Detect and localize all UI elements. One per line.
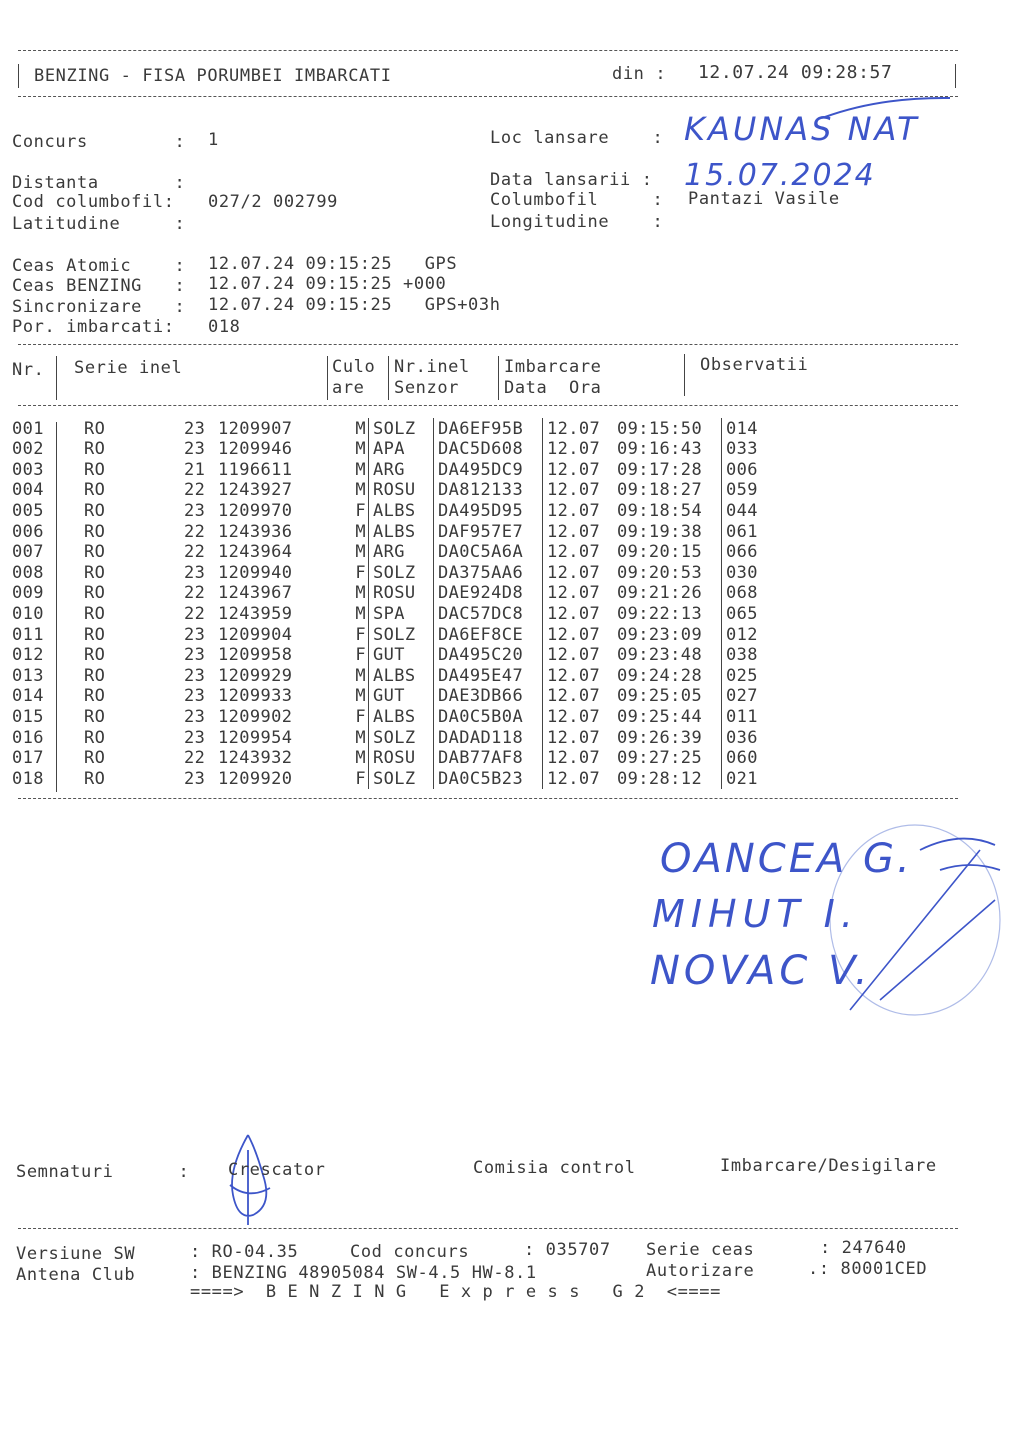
row-observatii: 036 [722,727,787,748]
table-row [12,439,786,460]
row-nr: 004 [12,480,44,501]
row-year: 23 [184,439,206,460]
por-imbarcati-label: Por. imbarcati: [12,317,175,337]
row-country: RO [84,686,106,707]
table-row [12,624,786,645]
header-left-bar [18,64,19,88]
row-ring-number: 1243967 [218,583,293,604]
row-year: 22 [184,542,206,563]
row-ring-number: 1209904 [218,624,293,645]
row-time: 09:18:54 [617,500,703,521]
row-sensor: DA6EF8CE [434,624,543,645]
row-color: ROSU [369,583,434,604]
row-sex: F [355,500,366,521]
col-header-imbarcare-1: Imbarcare [504,357,602,377]
row-sex: M [355,439,366,460]
row-date: 12.07 [543,439,618,460]
row-year: 22 [184,521,206,542]
row-sensor: DA495E47 [434,665,543,686]
row-country: RO [84,418,106,439]
table-row [12,480,786,501]
row-nr: 014 [12,686,44,707]
crescator-label: Crescator [228,1160,326,1180]
print-date-label: din : [612,64,667,84]
row-ring-number: 1243936 [218,521,293,542]
row-date: 12.07 [543,686,618,707]
row-sensor: DAC57DC8 [434,603,543,624]
row-color: SPA [369,603,434,624]
row-date: 12.07 [543,645,618,666]
row-year: 23 [184,418,206,439]
row-observatii: 006 [722,459,787,480]
row-year: 22 [184,583,206,604]
row-sensor: DA495D95 [434,500,543,521]
row-time: 09:26:39 [617,727,703,748]
row-time: 09:16:43 [617,439,703,460]
versiune-value: : RO-04.35 [190,1242,299,1262]
table-row [12,645,786,666]
row-country: RO [84,583,106,604]
row-color: SOLZ [369,418,434,439]
row-year: 23 [184,665,206,686]
cod-concurs-label: Cod concurs [350,1242,470,1262]
row-ring-number: 1243959 [218,603,293,624]
row-date: 12.07 [543,748,618,769]
row-color: ALBS [369,500,434,521]
row-color: SOLZ [369,768,434,789]
autorizare-value: .: 80001CED [808,1259,928,1279]
loc-lansare-handwritten: KAUNAS NAT [684,110,920,148]
row-observatii: 061 [722,521,787,542]
document-title: BENZING - FISA PORUMBEI IMBARCATI [34,66,392,86]
col-divider-nr [56,356,57,400]
col-divider-senzor [388,356,389,400]
row-date: 12.07 [543,562,618,583]
row-observatii: 065 [722,603,787,624]
row-nr: 002 [12,439,44,460]
row-time: 09:20:53 [617,562,703,583]
row-time: 09:22:13 [617,603,703,624]
table-bottom-rule [18,798,958,799]
row-time: 09:28:12 [617,768,703,789]
row-ring-number: 1209970 [218,500,293,521]
col-header-nr: Nr. [12,360,45,380]
row-sex: M [355,418,366,439]
table-row [12,583,786,604]
row-time: 09:23:48 [617,645,703,666]
row-nr: 013 [12,665,44,686]
header-top-rule [18,50,958,51]
row-ring-number: 1209902 [218,706,293,727]
table-row [12,542,786,563]
row-nr: 007 [12,542,44,563]
row-nr: 001 [12,418,44,439]
row-sensor: DA495C20 [434,645,543,666]
row-sex: M [355,665,366,686]
row-sex: F [355,768,366,789]
row-observatii: 011 [722,706,787,727]
row-sex: M [355,583,366,604]
row-color: GUT [369,645,434,666]
row-observatii: 044 [722,500,787,521]
row-country: RO [84,459,106,480]
handwritten-name-2: MIHUT I. [652,892,859,936]
por-imbarcati-value: 018 [208,317,241,337]
row-observatii: 060 [722,748,787,769]
table-top-rule [18,344,958,345]
row-color: SOLZ [369,562,434,583]
row-ring-number: 1209946 [218,439,293,460]
row-time: 09:25:44 [617,706,703,727]
row-nr: 017 [12,748,44,769]
row-nr: 012 [12,645,44,666]
cod-concurs-value: : 035707 [524,1240,611,1260]
row-observatii: 038 [722,645,787,666]
table-row [12,418,786,439]
sincronizare-value: 12.07.24 09:15:25 GPS+03h [208,295,501,315]
table-row [12,459,786,480]
row-color: SOLZ [369,727,434,748]
ceas-atomic-label: Ceas Atomic : [12,256,186,276]
row-year: 22 [184,480,206,501]
row-nr: 003 [12,459,44,480]
row-sex: M [355,603,366,624]
row-color: SOLZ [369,624,434,645]
row-country: RO [84,645,106,666]
row-sensor: DAE3DB66 [434,686,543,707]
distanta-label: Distanta : [12,173,186,193]
row-country: RO [84,439,106,460]
concurs-label: Concurs : [12,132,186,152]
row-sensor: DA0C5B23 [434,768,543,789]
row-country: RO [84,768,106,789]
row-nr: 010 [12,603,44,624]
header-right-bar [955,64,956,88]
row-ring-number: 1243932 [218,748,293,769]
row-country: RO [84,727,106,748]
row-date: 12.07 [543,706,618,727]
row-date: 12.07 [543,768,618,789]
row-country: RO [84,521,106,542]
row-sex: F [355,562,366,583]
row-sensor: DA6EF95B [434,418,543,439]
table-row [12,686,786,707]
concurs-value: 1 [208,130,219,150]
row-time: 09:17:28 [617,459,703,480]
row-color: ROSU [369,480,434,501]
row-sensor: DAC5D608 [434,439,543,460]
row-nr: 008 [12,562,44,583]
table-row [12,768,786,789]
row-sensor: DA375AA6 [434,562,543,583]
row-color: ARG [369,542,434,563]
comisia-control-label: Comisia control [473,1158,636,1178]
col-header-observatii: Observatii [700,355,809,375]
row-time: 09:19:38 [617,521,703,542]
row-year: 23 [184,500,206,521]
row-year: 23 [184,624,206,645]
handwritten-name-1: OANCEA G. [660,836,913,882]
row-sensor: DA812133 [434,480,543,501]
row-country: RO [84,562,106,583]
row-ring-number: 1196611 [218,459,293,480]
row-year: 23 [184,645,206,666]
signature-scribble-icon [218,1130,278,1230]
footer-rule [18,1228,958,1229]
row-year: 22 [184,603,206,624]
row-country: RO [84,624,106,645]
row-country: RO [84,748,106,769]
row-sex: F [355,624,366,645]
row-sex: F [355,706,366,727]
row-sensor: DA495DC9 [434,459,543,480]
row-time: 09:20:15 [617,542,703,563]
row-sensor: DA0C5B0A [434,706,543,727]
sincronizare-label: Sincronizare : [12,297,186,317]
row-ring-number: 1209920 [218,768,293,789]
row-nr: 006 [12,521,44,542]
row-time: 09:18:27 [617,480,703,501]
row-observatii: 033 [722,439,787,460]
row-sensor: DAB77AF8 [434,748,543,769]
pigeon-table-body [12,418,786,789]
row-color: ROSU [369,748,434,769]
columbofil-label: Columbofil : [490,190,664,210]
row-nr: 016 [12,727,44,748]
row-nr: 015 [12,706,44,727]
row-date: 12.07 [543,727,618,748]
benzing-banner: ====> B E N Z I N G E x p r e s s G 2 <==== [190,1282,721,1302]
row-ring-number: 1209954 [218,727,293,748]
loc-lansare-label: Loc lansare : [490,128,664,148]
row-ring-number: 1243964 [218,542,293,563]
table-row [12,521,786,542]
table-row [12,562,786,583]
row-sex: M [355,480,366,501]
table-header-rule [18,405,958,406]
handwritten-flourish [820,92,960,122]
autorizare-label: Autorizare [646,1261,755,1281]
row-time: 09:15:50 [617,418,703,439]
longitudine-label: Longitudine : [490,212,664,232]
row-date: 12.07 [543,480,618,501]
col-divider-culo [327,356,328,400]
col-header-imbarcare-2: Data Ora [504,378,602,398]
col-header-nrinel-1: Nr.inel [394,357,470,377]
row-sensor: DAF957E7 [434,521,543,542]
row-observatii: 027 [722,686,787,707]
row-country: RO [84,500,106,521]
ceas-benzing-value: 12.07.24 09:15:25 +000 [208,274,447,294]
row-date: 12.07 [543,418,618,439]
table-row [12,665,786,686]
row-observatii: 021 [722,768,787,789]
table-row [12,500,786,521]
row-time: 09:25:05 [617,686,703,707]
table-row [12,748,786,769]
data-lansarii-label: Data lansarii : [490,170,653,190]
row-time: 09:27:25 [617,748,703,769]
data-lansarii-handwritten: 15.07.2024 [684,158,876,193]
row-sex: M [355,748,366,769]
row-ring-number: 1209907 [218,418,293,439]
row-sensor: DA0C5A6A [434,542,543,563]
col-header-culoare-1: Culo [332,357,376,377]
row-ring-number: 1209958 [218,645,293,666]
row-observatii: 059 [722,480,787,501]
row-ring-number: 1243927 [218,480,293,501]
row-sex: M [355,521,366,542]
semnaturi-label: Semnaturi : [16,1162,190,1182]
row-country: RO [84,542,106,563]
table-row [12,727,786,748]
handwritten-name-3: NOVAC V. [650,948,872,994]
row-country: RO [84,706,106,727]
row-year: 23 [184,727,206,748]
col-divider-obs [684,354,685,396]
row-observatii: 066 [722,542,787,563]
row-sensor: DADAD118 [434,727,543,748]
rows-divider-nr [56,422,57,792]
row-observatii: 014 [722,418,787,439]
row-date: 12.07 [543,665,618,686]
row-country: RO [84,480,106,501]
row-date: 12.07 [543,521,618,542]
row-sensor: DAE924D8 [434,583,543,604]
row-ring-number: 1209929 [218,665,293,686]
row-observatii: 068 [722,583,787,604]
cod-columbofil-label: Cod columbofil: [12,192,175,212]
row-time: 09:21:26 [617,583,703,604]
row-nr: 009 [12,583,44,604]
row-year: 21 [184,459,206,480]
row-color: ARG [369,459,434,480]
row-nr: 005 [12,500,44,521]
row-sex: F [355,645,366,666]
row-date: 12.07 [543,624,618,645]
versiune-label: Versiune SW [16,1244,136,1264]
row-sex: M [355,542,366,563]
row-color: APA [369,439,434,460]
ceas-atomic-value: 12.07.24 09:15:25 GPS [208,254,458,274]
row-country: RO [84,603,106,624]
col-divider-imbarcare [498,356,499,400]
row-year: 23 [184,686,206,707]
latitudine-label: Latitudine : [12,214,186,234]
row-ring-number: 1209940 [218,562,293,583]
print-date-value: 12.07.24 09:28:57 [698,62,893,83]
imbarcare-desigilare-label: Imbarcare/Desigilare [720,1156,937,1176]
row-nr: 011 [12,624,44,645]
serie-ceas-label: Serie ceas [646,1240,755,1260]
row-year: 23 [184,562,206,583]
row-date: 12.07 [543,603,618,624]
row-date: 12.07 [543,542,618,563]
row-observatii: 025 [722,665,787,686]
cod-columbofil-value: 027/2 002799 [208,192,339,212]
row-ring-number: 1209933 [218,686,293,707]
row-time: 09:23:09 [617,624,703,645]
col-header-culoare-2: are [332,378,365,398]
serie-ceas-value: : 247640 [820,1238,907,1258]
col-header-serie: Serie inel [74,358,183,378]
pigeon-table [12,418,786,789]
row-country: RO [84,665,106,686]
row-color: ALBS [369,706,434,727]
row-sex: M [355,727,366,748]
row-color: GUT [369,686,434,707]
row-observatii: 012 [722,624,787,645]
ceas-benzing-label: Ceas BENZING : [12,276,186,296]
header-bottom-rule [18,96,958,97]
row-year: 22 [184,748,206,769]
row-nr: 018 [12,768,44,789]
row-date: 12.07 [543,583,618,604]
table-row [12,706,786,727]
row-date: 12.07 [543,500,618,521]
col-header-nrinel-2: Senzor [394,378,460,398]
antena-club-value: : BENZING 48905084 SW-4.5 HW-8.1 [190,1263,537,1283]
row-time: 09:24:28 [617,665,703,686]
row-sex: M [355,686,366,707]
row-year: 23 [184,706,206,727]
row-observatii: 030 [722,562,787,583]
columbofil-value: Pantazi Vasile [688,189,840,209]
row-sex: M [355,459,366,480]
row-year: 23 [184,768,206,789]
table-row [12,603,786,624]
row-date: 12.07 [543,459,618,480]
row-color: ALBS [369,665,434,686]
antena-club-label: Antena Club [16,1265,136,1285]
row-color: ALBS [369,521,434,542]
